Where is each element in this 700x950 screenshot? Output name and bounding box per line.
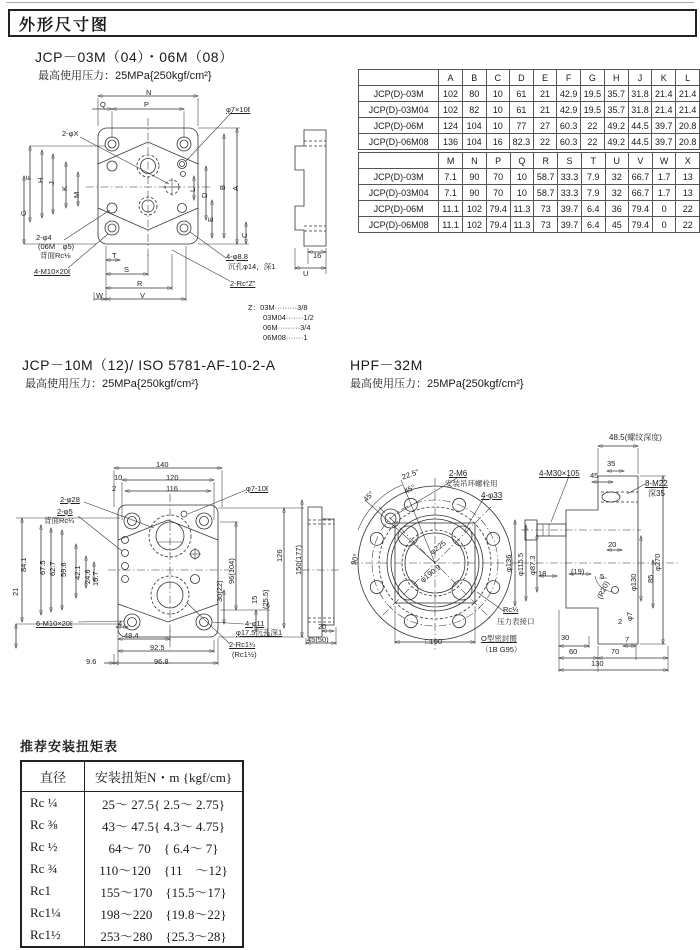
table-row	[359, 217, 700, 233]
table-cell: 102	[463, 217, 487, 233]
table-cell: 39.7	[652, 118, 676, 134]
table-cell: 102	[439, 102, 463, 118]
dim-label: 60	[569, 647, 578, 656]
column-header: B	[462, 70, 486, 86]
dim-label: 150(177)	[294, 544, 303, 575]
column-header: G	[581, 70, 605, 86]
torque-table-title: 推荐安装扭矩表	[20, 739, 119, 754]
table-cell: 7.9	[581, 169, 605, 185]
section1-title: JCP－03M（04）・06M（08）	[35, 49, 234, 65]
column-header: N	[463, 153, 487, 169]
table-cell: Rc ⅜	[30, 817, 58, 832]
table-cell: 79.4	[629, 201, 653, 217]
dim-label: D	[200, 192, 209, 198]
table-cell: 61	[510, 102, 534, 118]
table-cell: 7.1	[439, 169, 463, 185]
dim-label: 5	[600, 572, 605, 581]
table-row	[359, 134, 700, 150]
table-cell: 13	[676, 185, 700, 201]
dim-label: 2-Rc“Z”	[230, 279, 256, 288]
table-cell: 19.5	[581, 102, 605, 118]
dim-label: φ87.3	[528, 555, 537, 575]
column-header: A	[439, 70, 463, 86]
table-row	[359, 102, 700, 118]
table-row	[359, 185, 700, 201]
table-cell: 73	[534, 201, 558, 217]
dim-label: 45(50)	[307, 635, 329, 644]
table-cell: 13	[676, 169, 700, 185]
section2-title: JCP－10M（12)/ ISO 5781-AF-10-2-A	[22, 357, 276, 373]
dim-label: S	[124, 265, 130, 274]
column-header: 安装扭矩N・m {kgf/cm}	[85, 761, 244, 792]
column-header: W	[652, 153, 676, 169]
dim-label: W	[96, 291, 104, 300]
table-cell: 16	[486, 134, 509, 150]
column-header: U	[605, 153, 629, 169]
dim-label: M	[72, 191, 81, 198]
dim-label: 7	[625, 635, 630, 644]
column-header: P	[486, 153, 510, 169]
table-cell: 42.9	[557, 102, 581, 118]
dim-label: R	[137, 279, 143, 288]
dim-label: 2-Rc1¼	[229, 640, 256, 649]
dim-label: 4-M30×105	[539, 469, 580, 478]
table-cell: 0	[652, 217, 676, 233]
dim-label: E	[206, 216, 215, 222]
column-header: T	[581, 153, 605, 169]
table-cell: 6.4	[581, 201, 605, 217]
table-cell: 35.7	[604, 86, 628, 102]
dim-label: 16	[313, 251, 322, 260]
table-cell: 79.4	[629, 217, 653, 233]
dim-label: (25.5)	[261, 589, 270, 609]
dim-label: F	[24, 175, 33, 180]
column-header: E	[533, 70, 556, 86]
table-cell: 21.4	[652, 86, 676, 102]
dim-label: 2-φ4	[36, 233, 52, 242]
table-cell: 21.4	[676, 102, 700, 118]
dim-label: 45	[590, 471, 599, 480]
table-cell: 21	[533, 102, 556, 118]
dim-label: Q	[100, 100, 106, 109]
dim-label: 70	[611, 647, 620, 656]
table-cell: 61	[510, 86, 534, 102]
dim-label: 4-φ8.8	[226, 252, 248, 261]
table-cell: 11.1	[439, 217, 463, 233]
dim-label: P	[144, 100, 150, 109]
jcp03-drawing	[20, 88, 360, 366]
table-cell: Rc ½	[30, 839, 58, 854]
column-header: M	[439, 153, 463, 169]
table-row	[21, 924, 243, 947]
table-cell: 31.8	[628, 102, 652, 118]
table-cell: Rc1	[30, 883, 51, 898]
table-cell: 136	[439, 134, 463, 150]
dim-label: φ270	[653, 553, 662, 571]
dim-label: 45°	[361, 489, 376, 504]
table-cell: 0	[652, 201, 676, 217]
column-header: S	[558, 153, 582, 169]
dim-table-a-l	[358, 69, 700, 150]
dim-label: φ7-10ℓ	[246, 484, 269, 493]
page-title-box	[8, 9, 697, 37]
dim-table-m-x	[358, 152, 700, 233]
table-cell: 104	[462, 134, 486, 150]
dim-label: φ130	[629, 573, 638, 591]
table-cell: 31.8	[628, 86, 652, 102]
table-cell: 10	[486, 118, 509, 134]
table-row	[359, 118, 700, 134]
table-cell: JCP(D)-03M	[359, 169, 439, 185]
table-cell: 19.5	[581, 86, 605, 102]
dim-label: 126	[275, 549, 284, 562]
table-cell: 36	[605, 201, 629, 217]
dim-label: Rc¼	[503, 605, 519, 614]
dim-label: 2-φX	[62, 129, 79, 138]
table-cell: 253～280 {25.3～28}	[85, 924, 244, 947]
table-cell: 82.3	[510, 134, 534, 150]
table-cell: 44.5	[628, 118, 652, 134]
dim-label: (R20)	[595, 579, 612, 601]
dim-label: G	[19, 210, 28, 216]
column-header: J	[628, 70, 652, 86]
table-cell: JCP(D)-06M	[359, 118, 439, 134]
table-cell: 35.7	[604, 102, 628, 118]
table-cell: 79.4	[486, 201, 510, 217]
column-header: V	[629, 153, 653, 169]
dim-label: L	[188, 187, 197, 192]
dim-label: 18	[538, 569, 547, 578]
table-cell: 21.4	[676, 86, 700, 102]
dim-label: O型密封圈	[481, 634, 517, 643]
dim-label: 48.5(螺纹深度)	[609, 433, 662, 442]
dim-label: 85	[646, 574, 655, 583]
table-cell: 10	[510, 185, 534, 201]
torque-table	[20, 760, 244, 948]
dim-label: (Rc1½)	[232, 650, 257, 659]
dim-label: 2-φ5	[57, 507, 73, 516]
dim-label: φ136	[504, 554, 513, 572]
dim-label: 10	[114, 473, 123, 482]
dim-label: 92.5	[150, 643, 165, 652]
table-row	[359, 169, 700, 185]
dim-label: 4	[118, 619, 123, 628]
dim-label: 35	[607, 459, 616, 468]
dim-label: 20	[608, 540, 617, 549]
dim-label: 深35	[648, 489, 665, 498]
table-cell: JCP(D)-06M08	[359, 217, 439, 233]
dim-label: N	[146, 88, 152, 97]
dim-label: 15	[250, 595, 259, 604]
table-cell: 58.7	[534, 169, 558, 185]
dim-label: 背面Rc¼	[44, 516, 75, 525]
dim-label: 59.6	[59, 562, 68, 577]
table-cell: 22	[581, 118, 605, 134]
table-cell: 39.7	[558, 217, 582, 233]
table-cell: 45	[605, 217, 629, 233]
table-cell: 102	[463, 201, 487, 217]
table-cell: 10	[486, 102, 509, 118]
table-cell: 43～ 47.5{ 4.3～ 4.75}	[85, 814, 244, 836]
dim-label: Z：03M·········3/8	[248, 303, 308, 312]
dim-label: 62.7	[48, 561, 57, 576]
dim-label: 2	[618, 617, 623, 626]
dim-label: φ190.9	[418, 562, 443, 585]
table-cell: 73	[534, 217, 558, 233]
table-cell: 77	[510, 118, 534, 134]
dim-label: (06M φ5)	[38, 242, 75, 251]
table-cell: 22	[533, 134, 556, 150]
table-cell: 80	[462, 86, 486, 102]
table-cell: 11.3	[510, 217, 534, 233]
table-cell: 90	[463, 185, 487, 201]
top-rule	[6, 2, 694, 3]
dim-label: 116	[166, 484, 178, 493]
dim-label: φ17.5沉孔深1	[236, 628, 283, 637]
table-cell: 82	[462, 102, 486, 118]
table-cell: 64～ 70 { 6.4～ 7}	[85, 836, 244, 858]
column-header: L	[676, 70, 700, 86]
dim-label: 8-M22	[645, 479, 668, 488]
dim-label: 90°	[349, 552, 361, 567]
table-cell: 20.8	[676, 118, 700, 134]
table-row	[21, 836, 243, 858]
table-cell: 66.7	[629, 185, 653, 201]
dim-label: 06M·········3/4	[263, 323, 311, 332]
dim-label: 2	[112, 484, 117, 493]
dim-label: □190	[425, 637, 443, 646]
column-header: F	[557, 70, 581, 86]
table-row	[21, 814, 243, 836]
hpf32-drawing	[345, 428, 697, 690]
dim-label: 安装吊环螺栓用	[445, 479, 498, 488]
dim-label: H	[36, 177, 45, 183]
dim-label: V	[140, 291, 146, 300]
column-header: Q	[510, 153, 534, 169]
table-cell: Rc1¼	[30, 905, 61, 920]
dim-label: φ115.5	[516, 552, 525, 576]
section1-pressure: 最高使用压力：25MPa{250kgf/cm²}	[38, 70, 212, 82]
table-cell: JCP(D)-03M04	[359, 185, 439, 201]
table-cell: 27	[533, 118, 556, 134]
dim-label: 21	[11, 587, 20, 596]
page-title: 外形尺寸图	[19, 16, 110, 34]
table-cell: JCP(D)-06M	[359, 201, 439, 217]
table-cell: 32	[605, 169, 629, 185]
dim-label: 140	[156, 460, 169, 469]
dim-label: B	[218, 184, 227, 190]
table-cell: 42.9	[557, 86, 581, 102]
dim-label: 压力表接口	[497, 617, 535, 626]
table-cell: 66.7	[629, 169, 653, 185]
table-cell: 22	[676, 201, 700, 217]
table-row	[21, 792, 243, 815]
section3-pressure: 最高使用压力：25MPa{250kgf/cm²}	[350, 378, 524, 390]
table-cell: JCP(D)-03M	[359, 86, 439, 102]
dim-label: 42.1	[73, 565, 82, 580]
column-header	[359, 153, 439, 169]
table-cell: 70	[486, 185, 510, 201]
table-cell: 110～120 {11 ～12}	[85, 858, 244, 880]
table-cell: 58.7	[534, 185, 558, 201]
column-header: K	[652, 70, 676, 86]
dim-label: 67.5	[38, 560, 47, 575]
dim-label: A	[231, 185, 240, 191]
dim-label: 24.6	[83, 569, 92, 584]
table-row	[21, 880, 243, 902]
column-header: X	[676, 153, 700, 169]
table-cell: 1.7	[652, 185, 676, 201]
dim-label: U	[303, 269, 309, 278]
dim-label: 9.6	[86, 657, 97, 666]
table-cell: 79.4	[486, 217, 510, 233]
table-cell: 70	[486, 169, 510, 185]
table-cell: 6.4	[581, 217, 605, 233]
dim-label: 30(22)	[215, 580, 224, 602]
dim-label: 沉孔φ14，深1	[228, 262, 276, 271]
dim-label: K	[60, 185, 69, 191]
dim-label: 03M04·······1/2	[263, 313, 314, 322]
dim-label: 4-φ11	[245, 619, 265, 628]
section3-title: HPF－32M	[350, 357, 423, 373]
dim-label: 16.7	[91, 571, 100, 586]
dim-label: φ7×10ℓ	[226, 105, 251, 114]
dim-label: φ7	[625, 611, 634, 621]
table-cell: 20.8	[676, 134, 700, 150]
dim-label: 2-φ28	[60, 495, 80, 504]
table-cell: 11.1	[439, 201, 463, 217]
dim-label: 06M08·······1	[263, 333, 308, 342]
table-cell: JCP(D)-06M08	[359, 134, 439, 150]
table-cell: 33.3	[558, 169, 582, 185]
dim-label: （1B G95）	[481, 645, 522, 654]
column-header	[359, 70, 439, 86]
dim-label: J	[47, 181, 56, 185]
table-cell: 25～ 27.5{ 2.5～ 2.75}	[85, 792, 244, 815]
dim-label: 96(104)	[227, 558, 236, 584]
dim-label: 4-φ33	[481, 491, 503, 500]
table-cell: 198～220 {19.8～22}	[85, 902, 244, 924]
dim-label: C	[240, 232, 249, 238]
table-cell: 7.1	[439, 185, 463, 201]
dim-label: 背面Rc⅛	[40, 251, 71, 260]
table-cell: 124	[439, 118, 463, 134]
dim-label: 20	[318, 622, 327, 631]
table-cell: 49.2	[604, 118, 628, 134]
dim-label: (19)	[571, 567, 585, 576]
dim-label: 6-M10×20ℓ	[36, 619, 73, 628]
table-row	[21, 858, 243, 880]
jcp10-drawing	[8, 432, 353, 694]
table-cell: 11.3	[510, 201, 534, 217]
dim-label: T	[112, 251, 117, 260]
table-cell: 39.7	[558, 201, 582, 217]
dim-label: 96.8	[154, 657, 169, 666]
table-cell: 22	[676, 217, 700, 233]
table-cell: 44.5	[628, 134, 652, 150]
column-header: H	[604, 70, 628, 86]
table-cell: 22	[581, 134, 605, 150]
dim-label: 120	[166, 473, 179, 482]
dim-label: 130	[591, 659, 604, 668]
table-cell: 39.7	[652, 134, 676, 150]
table-cell: 33.3	[558, 185, 582, 201]
table-cell: 10	[510, 169, 534, 185]
dim-label: 84.1	[19, 557, 28, 572]
table-cell: 21	[533, 86, 556, 102]
table-cell: 7.9	[581, 185, 605, 201]
table-cell: 49.2	[604, 134, 628, 150]
table-cell: 21.4	[652, 102, 676, 118]
table-row	[21, 902, 243, 924]
dim-label: 4-M10×20ℓ	[34, 267, 71, 276]
dim-label: 2-M6	[449, 469, 468, 478]
table-cell: 104	[462, 118, 486, 134]
table-row	[359, 86, 700, 102]
table-cell: 10	[486, 86, 509, 102]
column-header: D	[510, 70, 534, 86]
column-header: C	[486, 70, 509, 86]
table-cell: 155～170 {15.5～17}	[85, 880, 244, 902]
dim-label: 45°	[402, 482, 417, 496]
section2-pressure: 最高使用压力：25MPa{250kgf/cm²}	[25, 378, 199, 390]
table-cell: JCP(D)-03M04	[359, 102, 439, 118]
table-cell: 60.3	[557, 134, 581, 150]
column-header: 直径	[21, 761, 85, 792]
table-cell: 32	[605, 185, 629, 201]
table-cell: 60.3	[557, 118, 581, 134]
dim-label: φ225	[428, 538, 448, 557]
table-cell: 1.7	[652, 169, 676, 185]
table-cell: 102	[439, 86, 463, 102]
dim-label: 48.4	[124, 631, 139, 640]
table-cell: 90	[463, 169, 487, 185]
column-header: R	[534, 153, 558, 169]
dim-label: 22.5°	[400, 467, 421, 482]
table-cell: Rc ¾	[30, 861, 58, 876]
table-row	[359, 201, 700, 217]
dim-label: 30	[561, 633, 570, 642]
table-cell: Rc1½	[30, 927, 61, 942]
table-cell: Rc ¼	[30, 795, 58, 810]
